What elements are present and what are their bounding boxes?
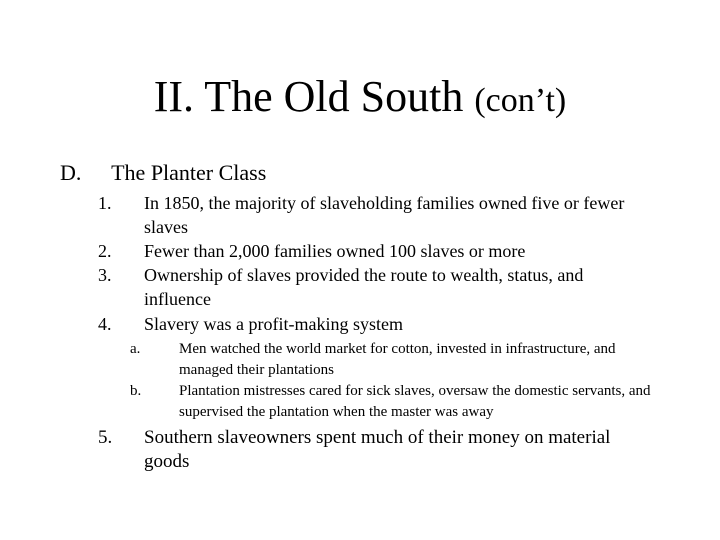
list-item-number: 4. — [98, 314, 112, 334]
section-heading — [60, 160, 266, 186]
list-item-number: 1. — [98, 193, 112, 213]
list-item-number: 5. — [98, 427, 113, 448]
list-item-number: 2. — [98, 241, 112, 261]
sub-list-item-letter: b. — [130, 383, 142, 399]
slide-title-main: II. The Old South — [153, 72, 464, 121]
list-item-text: Ownership of slaves provided the route to wealth, status, and influence — [144, 265, 584, 309]
slide-title-continued: (con’t) — [474, 82, 567, 119]
slide-title — [0, 72, 720, 126]
sub-list-item-text: Men watched the world market for cotton, invested in infrastructure, and managed their plantations — [179, 341, 616, 378]
list-item-text: Fewer than 2,000 families owned 100 slaves or more — [144, 241, 526, 261]
section-label: D. — [60, 160, 82, 185]
list-item-text: In 1850, the majority of slaveholding families owned five or fewer slaves — [144, 193, 625, 237]
sub-list-item-letter: a. — [130, 341, 141, 357]
list-item-text: Southern slaveowners spent much of their money on material goods — [144, 427, 611, 472]
list-item-text: Slavery was a profit-making system — [144, 314, 403, 334]
sub-list-item-text: Plantation mistresses cared for sick slaves, oversaw the domestic servants, and supervised the plantation when the master was away — [179, 383, 651, 420]
list-item-number: 3. — [98, 265, 112, 285]
section-title: The Planter Class — [111, 160, 267, 185]
